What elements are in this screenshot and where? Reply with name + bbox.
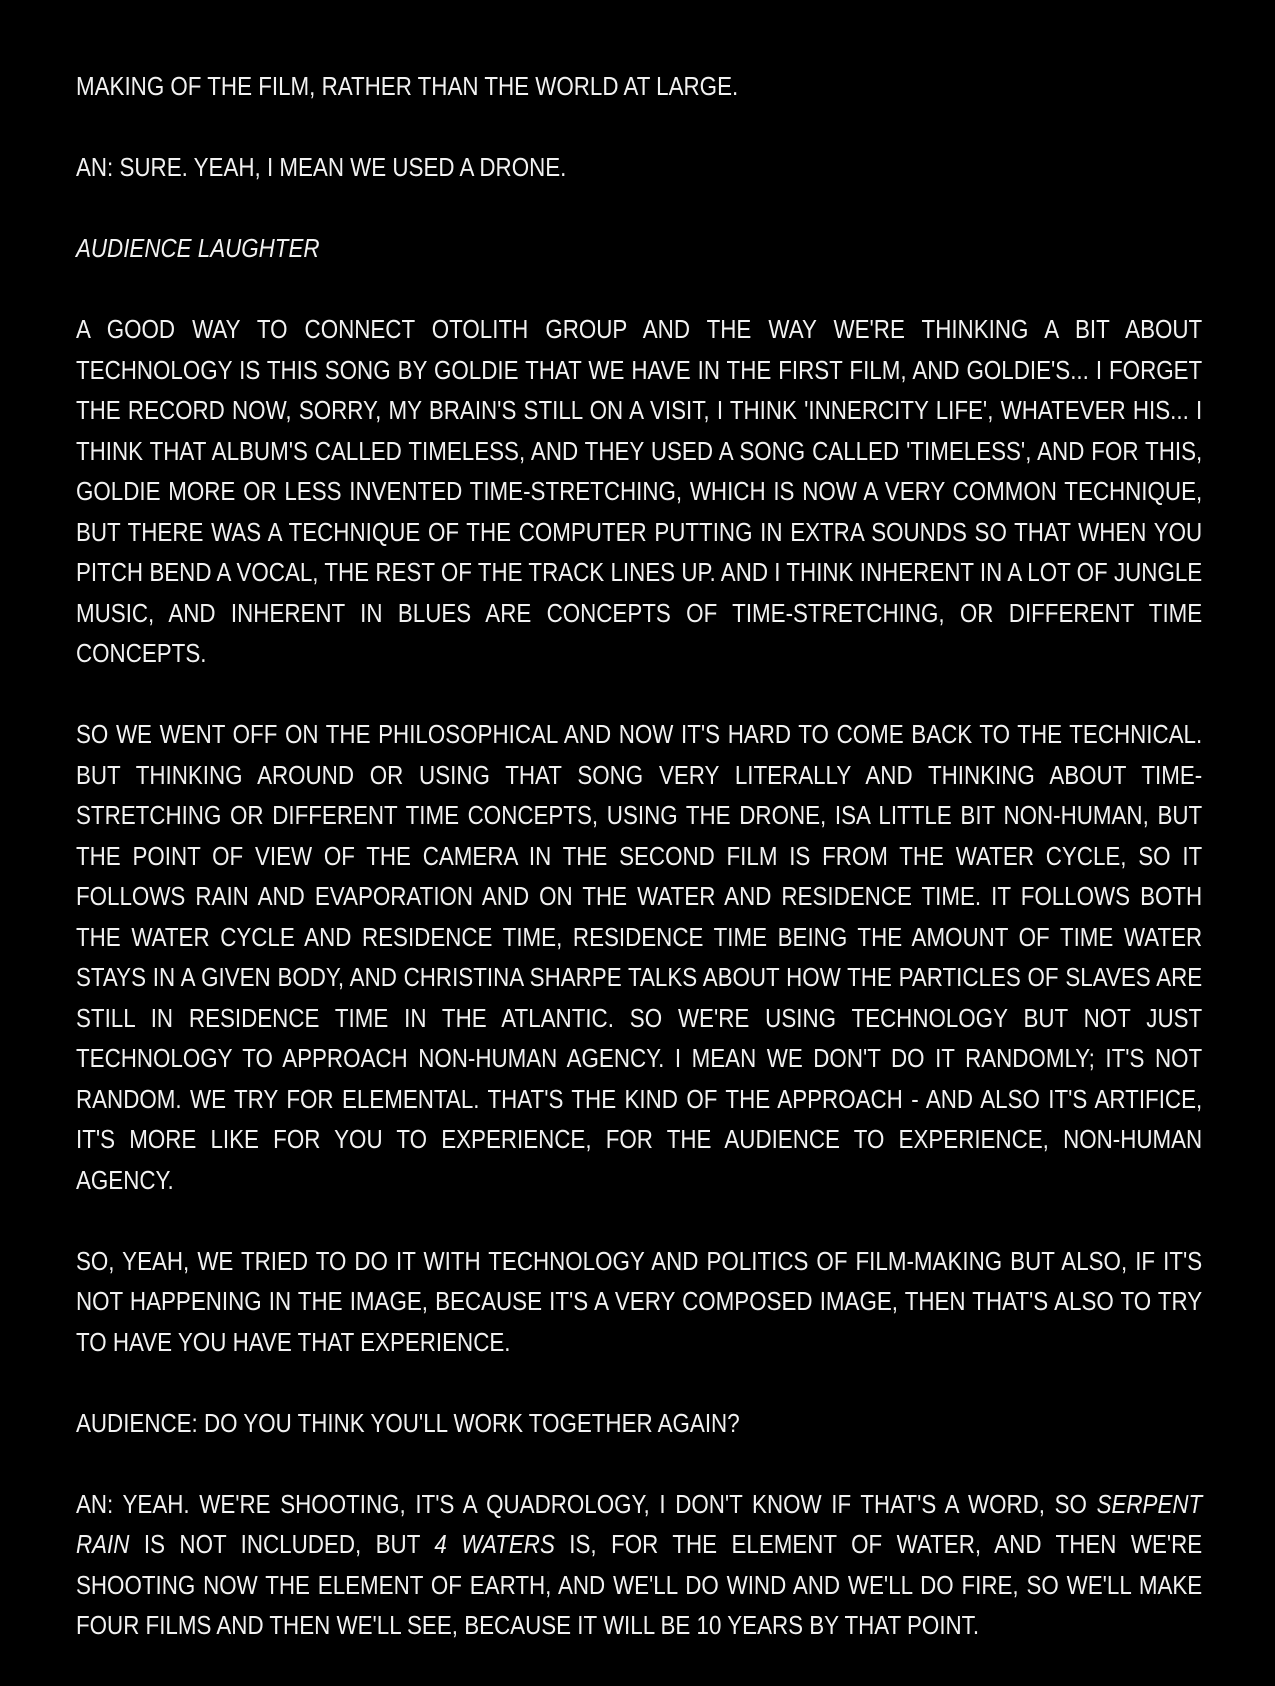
paragraph-audience-question: AUDIENCE: DO YOU THINK YOU'LL WORK TOGETHER AGAIN? xyxy=(76,1407,740,1438)
paragraph-quadrology-part1: AN: YEAH. WE'RE SHOOTING, IT'S A QUADROLOGY, I DON'T KNOW IF THAT'S A WORD, SO xyxy=(76,1488,1097,1519)
paragraph-water-cycle: SO WE WENT OFF ON THE PHILOSOPHICAL AND NOW IT'S HARD TO COME BACK TO THE TECHNICAL. BUT THINKING AROUND OR USING THAT SONG VERY LITERALLY AND THINKING ABOUT TIME-STRETCHING OR DIFFERENT TIME CONCEPTS, USING THE DRONE, ISA LITTLE BIT NON-HUMAN, BUT THE POINT OF VIEW OF THE CAMERA IN THE SECOND FILM IS FROM THE WATER CYCLE, SO IT FOLLOWS RAIN AND EVAPORATION AND ON THE WATER AND RESIDENCE TIME. IT FOLLOWS BOTH THE WATER CYCLE AND RESIDENCE TIME, RESIDENCE TIME BEING THE AMOUNT OF TIME WATER STAYS IN A GIVEN BODY, AND CHRISTINA SHARPE TALKS ABOUT HOW THE PARTICLES OF SLAVES ARE STILL IN RESIDENCE TIME IN THE ATLANTIC. SO WE'RE USING TECHNOLOGY BUT NOT JUST TECHNOLOGY TO APPROACH NON-HUMAN AGENCY. I MEAN WE DON'T DO IT RANDOMLY; IT'S NOT RANDOM. WE TRY FOR ELEMENTAL. THAT'S THE KIND OF THE APPROACH - AND ALSO IT'S ARTIFICE, IT'S MORE LIKE FOR YOU TO EXPERIENCE, FOR THE AUDIENCE TO EXPERIENCE, NON-HUMAN AGENCY. xyxy=(76,719,1203,1195)
paragraph-audience-laughter: AUDIENCE LAUGHTER xyxy=(76,233,320,263)
film-title-4-waters: 4 WATERS xyxy=(434,1529,555,1559)
paragraph-quadrology-part2: IS NOT INCLUDED, BUT xyxy=(129,1529,435,1559)
paragraph-quadrology xyxy=(76,1484,1202,1646)
film-title-serpent-rain: SERPENT RAIN xyxy=(76,1488,1203,1559)
paragraph-an-drone: AN: SURE. YEAH, I MEAN WE USED A DRONE. xyxy=(76,152,567,182)
paragraph-intro-fragment: MAKING OF THE FILM, RATHER THAN THE WORLD AT LARGE. xyxy=(76,71,739,101)
paragraph-quadrology-part3: IS, FOR THE ELEMENT OF WATER, AND THEN WE'RE SHOOTING NOW THE ELEMENT OF EARTH, AND WE'LL DO WIND AND WE'LL DO FIRE, SO WE'LL MAKE FOUR FILMS AND THEN WE'LL SEE, BECAUSE IT WILL BE 10 YEARS BY THAT POINT. xyxy=(76,1529,1203,1640)
paragraph-goldie-timestretching: A GOOD WAY TO CONNECT OTOLITH GROUP AND THE WAY WE'RE THINKING A BIT ABOUT TECHNOLOGY IS THIS SONG BY GOLDIE THAT WE HAVE IN THE FIRST FILM, AND GOLDIE'S... I FORGET THE RECORD NOW, SORRY, MY BRAIN'S STILL ON A VISIT, I THINK 'INNERCITY LIFE', WHATEVER HIS... I THINK THAT ALBUM'S CALLED TIMELESS, AND THEY USED A SONG CALLED 'TIMELESS', AND FOR THIS, GOLDIE MORE OR LESS INVENTED TIME-STRETCHING, WHICH IS NOW A VERY COMMON TECHNIQUE, BUT THERE WAS A TECHNIQUE OF THE COMPUTER PUTTING IN EXTRA SOUNDS SO THAT WHEN YOU PITCH BEND A VOCAL, THE REST OF THE TRACK LINES UP. AND I THINK INHERENT IN A LOT OF JUNGLE MUSIC, AND INHERENT IN BLUES ARE CONCEPTS OF TIME-STRETCHING, OR DIFFERENT TIME CONCEPTS. xyxy=(76,314,1203,668)
paragraph-technology-politics: SO, YEAH, WE TRIED TO DO IT WITH TECHNOLOGY AND POLITICS OF FILM-MAKING BUT ALSO, IF IT'S NOT HAPPENING IN THE IMAGE, BECAUSE IT'S A VERY COMPOSED IMAGE, THEN THAT'S ALSO TO TRY TO HAVE YOU HAVE THAT EXPERIENCE. xyxy=(76,1245,1203,1357)
document-page xyxy=(76,66,1202,1686)
